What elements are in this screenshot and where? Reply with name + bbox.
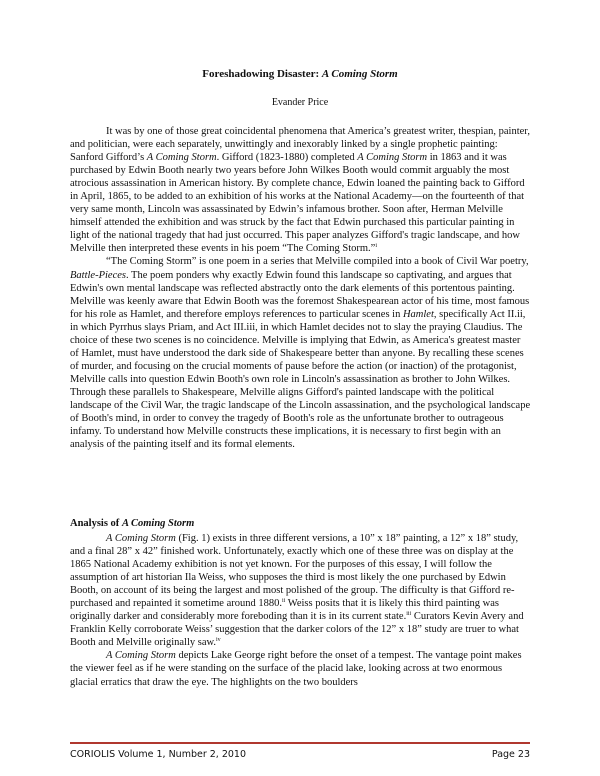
author-name: Evander Price [271, 97, 329, 108]
paragraph: A Coming Storm (Fig. 1) exists in three different versions, a 10” x 18” painting, a 12” x 18” study, and a final 28” x 42” finished work. Unfortunately, exactly which one of these three was on display at the 1865 National Academy exhibition is not yet known. For the purposes of this essay, I will follow the assumption of art historian Ila Weiss, who supposes the third is most likely the one purchased by Edwin Booth, on account of its being the largest and most polished of the group. The difficulty is that Gifford re-purchased and repainted it sometime around 1880.$^{ii}$ Weiss posits that it is likely this third painting was originally darker and considerably more foreboding than it is in its current state.$^{iii}$ Curators Kevin Avery and Franklin Kelly corroborate Weiss’ suggestion that the darker colors of the 12” x 18” study are truer to what Booth and Melville originally saw.$^{iv}$ [70, 533, 524, 649]
page-number: Page 23 [491, 749, 530, 760]
title-main: Foreshadowing Disaster: [202, 68, 322, 80]
endnote-marker: iii [406, 611, 412, 618]
endnote-marker: iv [216, 637, 221, 644]
paragraph: It was by one of those great coincidental phenomena that America’s greatest writer, thespian, painter, and politician, were each separately, unwittingly and inexorably linked by a single prophetic painting: Sanford Gifford’s A Coming Storm. Gifford (1823-1880) completed A Coming Storm in 1863 and it was purchased by Edwin Booth nearly two years before John Wilkes Booth would commit arguably the most atrocious assassination in American history. By complete chance, Edwin loaned the painting back to Gifford in April, 1865, to be added to an exhibition of his works at the National Academy—on the fourteenth of that very same month, Lincoln was assassinated by Edwin’s infamous brother. Soon after, Herman Melville himself attended the exhibition and was struck by the fact that Edwin purchased this particular painting in light of the national tragedy that had just occurred. This paper analyzes Gifford's tragic landscape, and how Melville then interpreted these events in his poem “The Coming Storm.”$^i$ [70, 126, 530, 255]
paragraph: A Coming Storm depicts Lake George right before the onset of a tempest. The vantage point makes the viewer feel as if he were standing on the surface of the placid lake, looking across at two enormous glacial erratics that draw the eye. The highlights on the two boulders [70, 650, 522, 688]
intro-section [70, 125, 531, 451]
journal-citation: CORIOLIS Volume 1, Number 2, 2010 [70, 749, 247, 760]
article-title [0, 68, 600, 80]
endnote-marker: ii [281, 598, 286, 605]
endnote-marker: i [375, 243, 377, 250]
footer-divider [70, 742, 530, 744]
title-painting: A Coming Storm [321, 68, 398, 80]
section-heading: Analysis of A Coming Storm [70, 518, 195, 529]
paragraph: “The Coming Storm” is one poem in a series that Melville compiled into a book of Civil War poetry, Battle-Pieces. The poem ponders why exactly Edwin found this landscape so captivating, and argues that Edwin's own mental landscape was reflected abstractly onto the dark elements of this portentous painting. Melville was keenly aware that Edwin Booth was the foremost Shakespearean actor of his time, most famous for his role as Hamlet, and therefore employs references to particular scenes in Hamlet, specifically Act II.ii, in which Pyrrhus slays Priam, and Act III.iii, in which Hamlet decides not to slay the praying Claudius. The choice of these two scenes is no coincidence. Melville is implying that Edwin, as America's greatest master of Hamlet, must have understood the dark side of Shakespeare better than anyone. By recalling these scenes of murder, and focusing on the crucial moments of pause before the action (or inaction) of the protagonist, Melville calls into question Edwin Booth's own role in Lincoln's assassination as brother to John Wilkes. Through these parallels to Shakespeare, Melville aligns Gifford's painted landscape with the political landscape of the Civil War, the tragic landscape of the Lincoln assassination, and the psychological landscape of Booth's mind, in order to convey the tragedy of Booth's role as the unfortunate brother to outrageous infamy. To understand how Melville constructs these implications, it is necessary to first begin with an analysis of the painting itself and its formal elements. [70, 256, 531, 451]
analysis-section [70, 532, 531, 689]
